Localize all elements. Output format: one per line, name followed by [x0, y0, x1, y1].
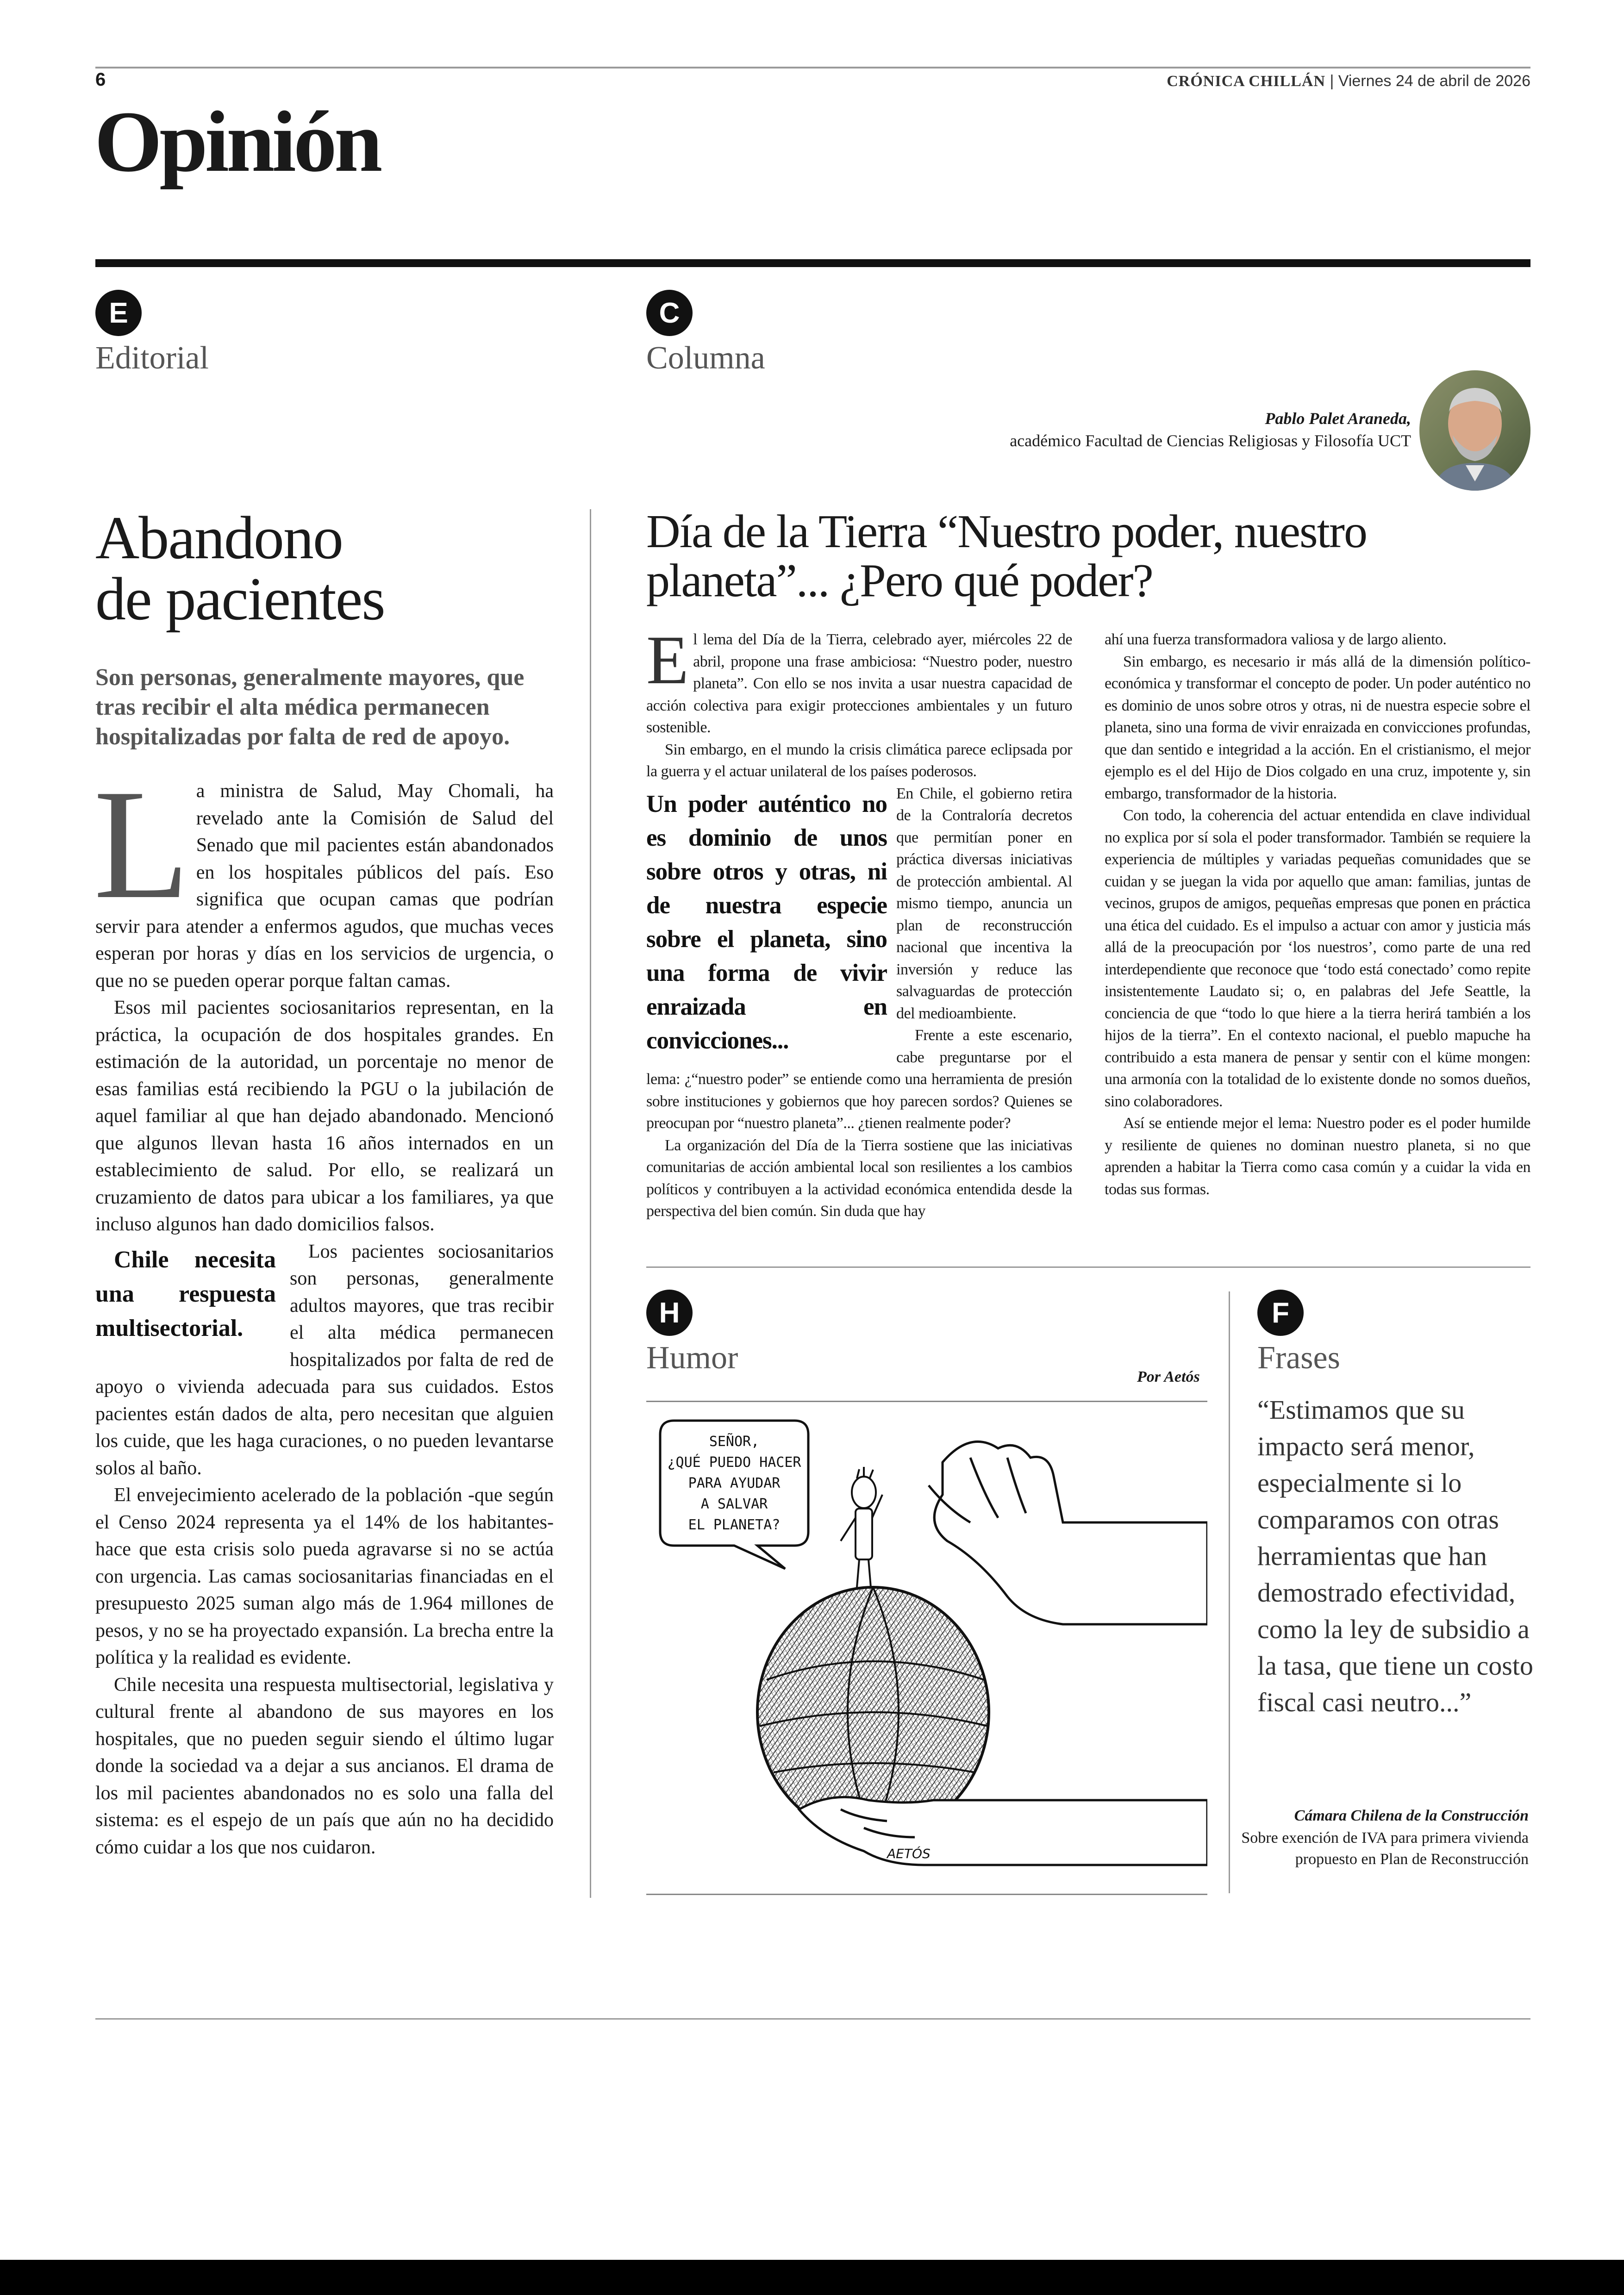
bubble-line-2: ¿QUÉ PUEDO HACER — [667, 1454, 801, 1471]
columna-drop-cap: E — [646, 622, 689, 698]
section-rule — [95, 259, 1530, 267]
columna-body-right — [1105, 629, 1530, 1200]
editorial-headline — [95, 504, 581, 633]
editorial-badge: E — [95, 290, 142, 336]
columna-paragraph: Un poder auténtico no es dominio de unos sobre otros y otras, ni de nuestra especie sobre el planeta, sino una forma de vivir enraizada en convicciones... En Chile, el gobierno retira de la Contraloría decretos que permitían poner en práctica diversas iniciativas de protección ambiental. Al mismo tiempo, anuncia un plan de reconstrucción nacional que incentiva la inversión y reduce las salvaguardas de protección del medioambiente. — [646, 783, 1072, 1025]
columna-headline: Día de la Tierra “Nuestro poder, nuestro planeta”... ¿Pero qué poder? — [646, 505, 1367, 607]
humor-badge: H — [646, 1290, 693, 1336]
bubble-line-4: A SALVAR — [700, 1496, 768, 1512]
frases-context: Sobre exención de IVA para primera vivienda propuesto en Plan de Reconstrucción — [1241, 1829, 1529, 1868]
top-rule — [95, 67, 1530, 69]
cartoon-signature: AETÓS — [887, 1846, 931, 1861]
editorial-headline-line1: Abandono — [95, 504, 343, 572]
columna-badge: C — [646, 290, 693, 336]
editorial-paragraph: Chile necesita una respuesta multisectorial. Los pacientes sociosanitarios son personas, generalmente adultos mayores, que tras recibir el alta médica permanecen hospitalizados por falta de red de apoyo o vivienda adecuada para sus cuidados. Estos pacientes están dados de alta, pero necesitan que alguien los cuide, que les haga curaciones, o no pueden levantarse solos al baño. — [95, 1241, 554, 1479]
cartoon-drawing-icon — [646, 1402, 1207, 1891]
frases-badge: F — [1257, 1290, 1304, 1336]
bubble-line-1: SEÑOR, — [709, 1434, 760, 1450]
editorial-paragraph: La ministra de Salud, May Chomali, ha revelado ante la Comisión de Salud del Senado que mil pacientes están abandonados en los hospitales públicos del país. Eso significa que ocupan camas que podrían servir para atender a enfermos agudos, que muchas veces esperan por horas y días en los servicios de urgencia, o que no se pueden operar porque faltan camas. — [94, 757, 554, 992]
author-portrait-icon — [1419, 370, 1530, 491]
columna-paragraph: Así se entiende mejor el lema: Nuestro poder es el poder humilde y resiliente de quienes no dominan nuestro planeta, si no que aprenden a habitar la Tierra como casa común y a cuidar la vida en todas sus formas. — [1105, 1115, 1530, 1198]
editorial-headline-line2: de pacientes — [95, 565, 385, 633]
frases-quote: “Estimamos que su impacto será menor, especialmente si lo comparamos con otras herramientas que han demostrado efectividad, como la ley de subsidio a la tasa, que tiene un costo fiscal casi neutro...” — [1257, 1395, 1533, 1717]
editorial-body — [94, 757, 554, 1861]
editorial-paragraph: Esos mil pacientes sociosanitarios representan, en la práctica, la ocupación de dos hospitales grandes. En estimación de la autoridad, un porcentaje no menor de esas familias está recibiendo la PGU o la jubilación de aquel familiar al que han dejado abandonado. Mencionó que algunos llevan hasta 16 años internados en un establecimiento de salud. Por ello, se realizará un cruzamiento de datos para ubicar a los familiares, ya que incluso algunos han dado domicilios falsos. — [95, 997, 554, 1235]
author-photo — [1419, 370, 1530, 491]
columna-label: Columna — [646, 340, 765, 376]
editorial-label: Editorial — [95, 340, 209, 376]
masthead — [1167, 72, 1530, 90]
bubble-line-3: PARA AYUDAR — [688, 1475, 781, 1491]
column-separator-1 — [590, 509, 591, 1898]
humor-label: Humor — [646, 1340, 738, 1376]
editorial-paragraph: Chile necesita una respuesta multisectorial, legislativa y cultural frente al abandono de sus mayores en los hospitales, que no pueden seguir siendo el último lugar donde la sociedad va a dejar a sus ancianos. El drama de los mil pacientes abandonados no es solo una falla del sistema: es el espejo de un país que aún no ha decidido cómo cuidar a los que nos cuidaron. — [95, 1674, 554, 1858]
author-role: académico Facultad de Ciencias Religiosas y Filosofía UCT — [1010, 431, 1411, 450]
publication-date: Viernes 24 de abril de 2026 — [1338, 72, 1530, 90]
frases-author: Cámara Chilena de la Construcción — [1294, 1807, 1529, 1824]
columna-paragraph: ahí una fuerza transformadora valiosa y de largo aliento. — [1105, 631, 1447, 648]
columna-paragraph: Sin embargo, es necesario ir más allá de la dimensión político-económica y transformar el concepto de poder. Un poder auténtico no es dominio de unos sobre otros y otras, ni de nuestra especie sobre el planeta, sino una forma de vivir enraizada en convicciones profundas, que dan sentido e integridad a la acción. En el cristianismo, el mejor ejemplo es el del Hijo de Dios colgado en una cruz, impotente y, sin embargo, transformador de la historia. — [1105, 653, 1530, 802]
author-byline — [948, 407, 1411, 452]
columna-body-left — [646, 622, 1072, 1222]
columna-pull-quote: Un poder auténtico no es dominio de unos sobre otros y otras, ni de nuestra especie sobre el planeta, sino una forma de vivir enraizada en convicciones... — [646, 790, 887, 1054]
footer-bar — [0, 2260, 1624, 2295]
editorial-pull-quote: Chile necesita una respuesta multisectorial. — [95, 1246, 276, 1341]
humor-cartoon — [646, 1401, 1207, 1895]
columna-paragraph: Sin embargo, en el mundo la crisis climática parece eclipsada por la guerra y el actuar unilateral de los países poderosos. — [646, 741, 1072, 780]
column-separator-2 — [1229, 1291, 1230, 1893]
editorial-paragraph: El envejecimiento acelerado de la población -que según el Censo 2024 representa ya el 14% de los habitantes- hace que esta crisis solo pueda agravarse si no se actúa con urgencia. Las camas sociosanitarias financiadas en el presupuesto 2025 suman algo más de 1.964 millones de pesos, y no se ha proyectado expansión. La brecha entre la política y la realidad es evidente. — [95, 1484, 554, 1668]
editorial-drop-cap: L — [94, 757, 190, 931]
page-number: 6 — [95, 69, 106, 90]
columna-paragraph: La organización del Día de la Tierra sostiene que las iniciativas comunitarias de acción ambiental local son resilientes a los cambios políticos y contribuyen a la actividad económica entendida desde la perspectiva del bien común. Sin duda que hay — [646, 1136, 1072, 1220]
bubble-line-5: EL PLANETA? — [688, 1517, 781, 1533]
columna-paragraph: Frente a este escenario, cabe preguntarse por el lema: ¿“nuestro poder” se entiende como una herramienta de presión sobre instituciones y gobiernos que hoy parecen sordos? Quienes se preocupan por “nuestro planeta”... ¿tienen realmente poder? — [646, 1027, 1072, 1132]
editorial-summary: Son personas, generalmente mayores, que tras recibir el alta médica permanecen hospitalizadas por falta de red de apoyo. — [95, 664, 525, 750]
columna-bottom-rule — [646, 1266, 1530, 1268]
columna-paragraph: Con todo, la coherencia del actuar entendida en clave individual no explica por sí sola el poder transformador. También se requiere la experiencia de múltiples y variadas pequeñas comunidades que se cuidan y se juegan la vida por aquello que aman: familias, juntas de vecinos, grupos de amigos, pequeñas empresas que ponen en práctica una ética del cuidado. Es el impulso a actuar con amor y justicia más allá de la preocupación por ‘los nuestros’, como parte de una red interdependiente que reconoce que ‘todo está conectado’ como repite insistentemente Laudato si; o, en palabras del Jefe Seattle, la conciencia de que “todo lo que hiere a la tierra herirá también a los hijos de la tierra”. En el contexto nacional, el pueblo mapuche ha contribuido a esta manera de pensar y sentir con el küme mongen: una armonía con la totalidad de lo existente donde no somos dueños, sino colaboradores. — [1105, 807, 1530, 1110]
masthead-separator: | — [1330, 72, 1334, 90]
frases-label: Frases — [1257, 1340, 1340, 1376]
section-title: Opinión — [94, 93, 380, 190]
author-name: Pablo Palet Araneda, — [1265, 409, 1411, 428]
humor-credit: Por Aetós — [1137, 1368, 1200, 1385]
bottom-rule — [95, 2018, 1530, 2020]
publication-name: CRÓNICA CHILLÁN — [1167, 73, 1325, 90]
columna-paragraph: El lema del Día de la Tierra, celebrado ayer, miércoles 22 de abril, propone una frase ambiciosa: “Nuestro poder, nuestro planeta”. Con ello se nos invita a usar nuestra capacidad de acción colectiva para exigir protecciones ambientales y un futuro sostenible. — [646, 622, 1072, 736]
